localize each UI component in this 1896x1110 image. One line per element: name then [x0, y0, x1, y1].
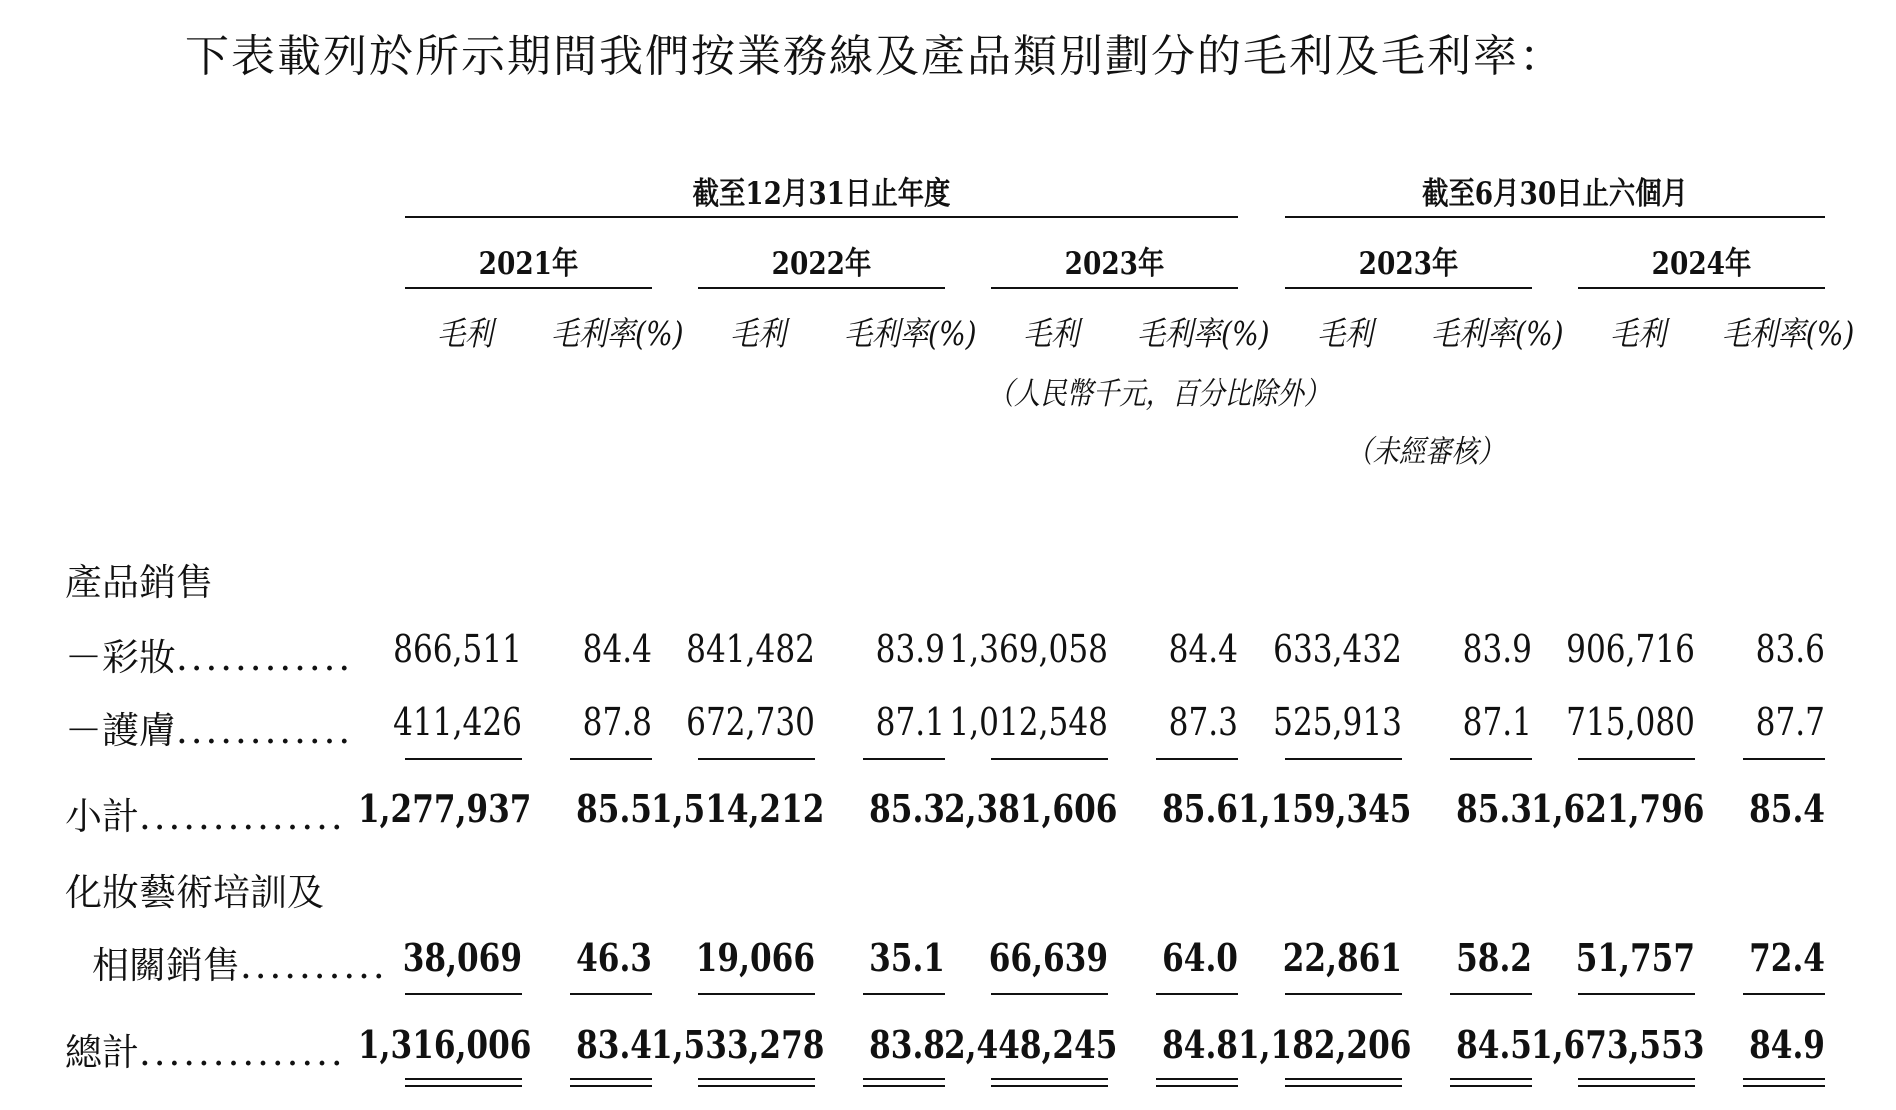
- table-cell: 2,448,245: [944, 1022, 1118, 1067]
- cell-underline: [698, 758, 815, 760]
- table-cell: 84.4: [582, 627, 652, 671]
- table-cell: 84.9: [1749, 1022, 1825, 1067]
- cell-underline: [570, 1078, 652, 1080]
- table-cell: 83.8: [869, 1022, 945, 1067]
- table-cell: 58.2: [1456, 935, 1532, 980]
- cell-underline: [1156, 1085, 1238, 1087]
- table-cell: 715,080: [1566, 700, 1695, 744]
- table-cell: 19,066: [695, 935, 815, 980]
- cell-underline: [863, 1085, 945, 1087]
- table-cell: 87.3: [1168, 700, 1238, 744]
- year-header: 2024年: [1651, 246, 1752, 282]
- cell-underline: [1156, 758, 1238, 760]
- table-cell: 85.3: [869, 786, 945, 831]
- table-cell: 85.5: [576, 786, 652, 831]
- table-cell: 906,716: [1566, 627, 1695, 671]
- cell-underline: [1285, 758, 1402, 760]
- year-header: 2021年: [478, 246, 579, 282]
- table-cell: 83.4: [576, 1022, 652, 1067]
- cell-underline: [991, 1085, 1108, 1087]
- year-header: 2023年: [1064, 246, 1165, 282]
- cell-underline: [1450, 758, 1532, 760]
- table-cell: 66,639: [988, 935, 1108, 980]
- cell-underline: [1285, 1085, 1402, 1087]
- year-header: 2022年: [771, 246, 872, 282]
- cell-underline: [570, 758, 652, 760]
- table-cell: 87.8: [582, 700, 652, 744]
- cell-underline: [698, 993, 815, 995]
- table-cell: 85.6: [1162, 786, 1238, 831]
- table-cell: 1,012,548: [949, 700, 1108, 744]
- table-cell: 1,277,937: [358, 786, 532, 831]
- col-header-gross-margin: 毛利率(%): [843, 314, 977, 353]
- table-cell: 525,913: [1273, 700, 1402, 744]
- cell-underline: [570, 1085, 652, 1087]
- cell-underline: [991, 1078, 1108, 1080]
- group-header-half: 截至6月30日止六個月: [1422, 176, 1688, 212]
- cell-underline: [1450, 1085, 1532, 1087]
- col-header-gross-profit: 毛利: [1609, 314, 1667, 353]
- table-cell: 1,621,796: [1531, 786, 1705, 831]
- table-cell: 1,369,058: [949, 627, 1108, 671]
- table-cell: 64.0: [1162, 935, 1238, 980]
- row-label-cosmetics: －彩妝............: [65, 636, 354, 679]
- table-cell: 1,533,278: [651, 1022, 825, 1067]
- table-cell: 1,182,206: [1238, 1022, 1412, 1067]
- cell-underline: [1450, 993, 1532, 995]
- col-header-gross-profit: 毛利: [1316, 314, 1374, 353]
- cell-underline: [1743, 993, 1825, 995]
- row-label-total: 總計..............: [65, 1031, 346, 1074]
- table-cell: 85.3: [1456, 786, 1532, 831]
- table-cell: 1,159,345: [1238, 786, 1412, 831]
- cell-underline: [1578, 1085, 1695, 1087]
- table-cell: 46.3: [576, 935, 652, 980]
- table-cell: 866,511: [393, 627, 522, 671]
- cell-underline: [1285, 1078, 1402, 1080]
- col-header-gross-profit: 毛利: [729, 314, 787, 353]
- col-header-gross-margin: 毛利率(%): [550, 314, 684, 353]
- group-header-annual: 截至12月31日止年度: [692, 176, 951, 212]
- cell-underline: [1743, 1085, 1825, 1087]
- table-cell: 85.4: [1749, 786, 1825, 831]
- year-rule: [405, 287, 652, 289]
- section-label-product-sales: 產品銷售: [65, 561, 213, 604]
- cell-underline: [991, 993, 1108, 995]
- row-label-training-line2: 相關銷售..........: [92, 944, 388, 987]
- table-cell: 84.8: [1162, 1022, 1238, 1067]
- cell-underline: [1578, 993, 1695, 995]
- table-cell: 83.6: [1755, 627, 1825, 671]
- cell-underline: [863, 1078, 945, 1080]
- col-header-gross-margin: 毛利率(%): [1721, 314, 1855, 353]
- cell-underline: [405, 1085, 522, 1087]
- cell-underline: [570, 993, 652, 995]
- table-cell: 84.4: [1168, 627, 1238, 671]
- cell-underline: [405, 1078, 522, 1080]
- table-cell: 87.1: [1462, 700, 1532, 744]
- cell-underline: [1578, 758, 1695, 760]
- cell-underline: [1285, 993, 1402, 995]
- table-cell: 1,316,006: [358, 1022, 532, 1067]
- table-cell: 1,514,212: [651, 786, 825, 831]
- table-cell: 2,381,606: [944, 786, 1118, 831]
- group-rule-half: [1285, 216, 1825, 218]
- cell-underline: [863, 993, 945, 995]
- row-label-subtotal: 小計..............: [65, 795, 346, 838]
- table-cell: 87.1: [875, 700, 945, 744]
- cell-underline: [1578, 1078, 1695, 1080]
- table-cell: 87.7: [1755, 700, 1825, 744]
- table-cell: 35.1: [869, 935, 945, 980]
- group-rule-annual: [405, 216, 1238, 218]
- year-rule: [1578, 287, 1825, 289]
- table-cell: 83.9: [1462, 627, 1532, 671]
- table-cell: 72.4: [1749, 935, 1825, 980]
- table-cell: 672,730: [686, 700, 815, 744]
- row-label-skincare: －護膚............: [65, 709, 354, 752]
- year-rule: [698, 287, 945, 289]
- col-header-gross-margin: 毛利率(%): [1136, 314, 1270, 353]
- cell-underline: [405, 758, 522, 760]
- currency-note: （人民幣千元，百分比除外）: [987, 376, 1331, 412]
- table-cell: 38,069: [402, 935, 522, 980]
- year-header: 2023年: [1358, 246, 1459, 282]
- cell-underline: [698, 1085, 815, 1087]
- cell-underline: [1156, 993, 1238, 995]
- cell-underline: [1743, 1078, 1825, 1080]
- page-title: 下表載列於所示期間我們按業務線及產品類別劃分的毛利及毛利率：: [185, 31, 1565, 82]
- cell-underline: [1450, 1078, 1532, 1080]
- table-cell: 51,757: [1575, 935, 1695, 980]
- table-cell: 841,482: [686, 627, 815, 671]
- col-header-gross-profit: 毛利: [1022, 314, 1080, 353]
- table-cell: 84.5: [1456, 1022, 1532, 1067]
- col-header-gross-margin: 毛利率(%): [1430, 314, 1564, 353]
- cell-underline: [863, 758, 945, 760]
- table-cell: 22,861: [1282, 935, 1402, 980]
- table-cell: 411,426: [393, 700, 522, 744]
- cell-underline: [1743, 758, 1825, 760]
- table-cell: 83.9: [875, 627, 945, 671]
- year-rule: [1285, 287, 1532, 289]
- unaudited-note: （未經審核）: [1346, 434, 1505, 470]
- cell-underline: [991, 758, 1108, 760]
- table-cell: 1,673,553: [1531, 1022, 1705, 1067]
- cell-underline: [1156, 1078, 1238, 1080]
- year-rule: [991, 287, 1238, 289]
- col-header-gross-profit: 毛利: [436, 314, 494, 353]
- cell-underline: [698, 1078, 815, 1080]
- cell-underline: [405, 993, 522, 995]
- row-label-training-line1: 化妝藝術培訓及: [65, 871, 324, 914]
- table-cell: 633,432: [1273, 627, 1402, 671]
